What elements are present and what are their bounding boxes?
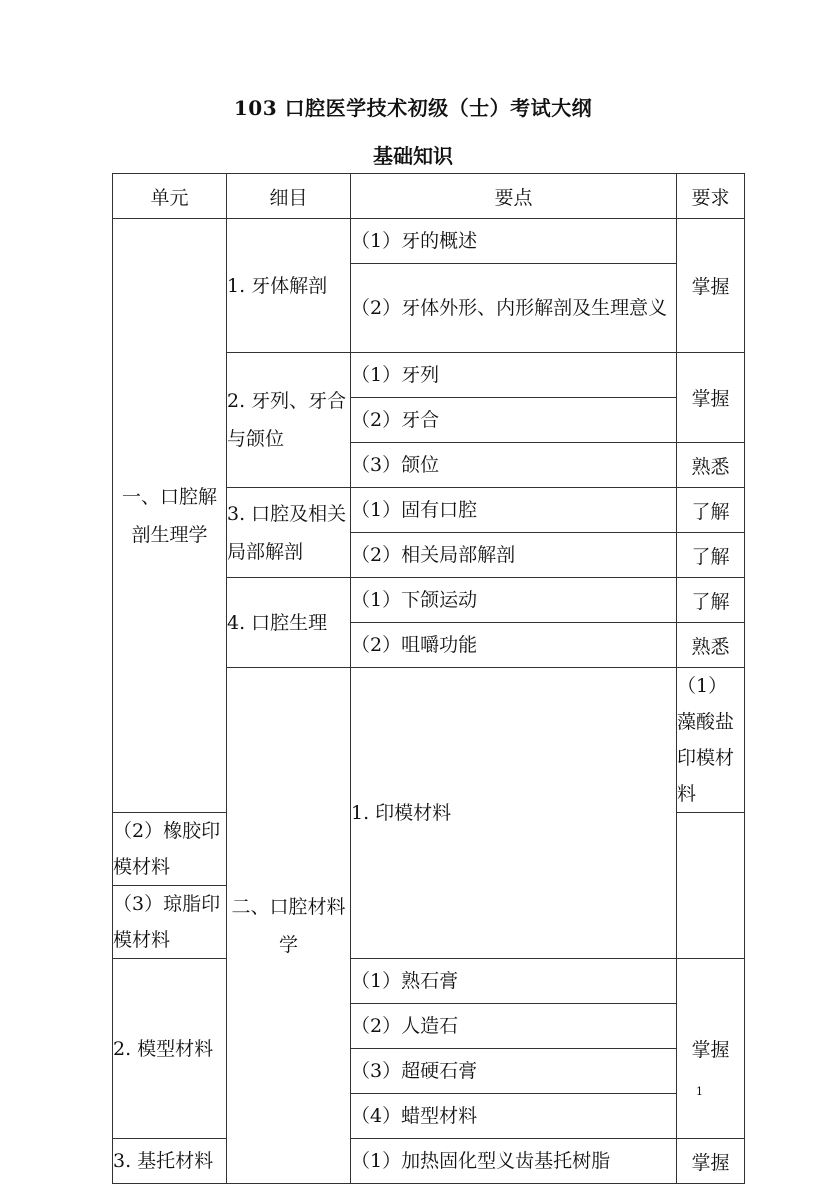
exam-outline-table xyxy=(112,173,745,1184)
requirement-cell: 熟悉 xyxy=(677,443,745,488)
point-cell: （1）加热固化型义齿基托树脂 xyxy=(351,1139,677,1184)
requirement-cell: 掌握 xyxy=(677,353,745,443)
point-cell: （2）橡胶印模材料 xyxy=(113,813,227,886)
header-unit: 单元 xyxy=(113,174,227,219)
item-cell: 3. 口腔及相关局部解剖 xyxy=(227,488,351,578)
point-cell: （3）超硬石膏 xyxy=(351,1049,677,1094)
point-cell: （2）相关局部解剖 xyxy=(351,533,677,578)
point-cell: （2）咀嚼功能 xyxy=(351,623,677,668)
item-cell: 2. 牙列、牙合与颌位 xyxy=(227,353,351,488)
requirement-cell: 了解 xyxy=(677,488,745,533)
table-row xyxy=(113,1139,745,1184)
requirement-cell: 掌握 xyxy=(677,219,745,353)
requirement-cell: 掌握 xyxy=(677,959,745,1139)
point-cell: （2）人造石 xyxy=(351,1004,677,1049)
requirement-cell: 了解 xyxy=(677,533,745,578)
point-cell: （2）牙合 xyxy=(351,398,677,443)
unit-cell: 二、口腔材料学 xyxy=(227,668,351,1184)
requirement-cell: 了解 xyxy=(677,578,745,623)
unit-cell: 一、口腔解剖生理学 xyxy=(113,219,227,813)
item-cell: 1. 牙体解剖 xyxy=(227,219,351,353)
header-item: 细目 xyxy=(227,174,351,219)
header-requirement: 要求 xyxy=(677,174,745,219)
point-cell: （3）琼脂印模材料 xyxy=(113,886,227,959)
point-cell: （2）牙体外形、内形解剖及生理意义 xyxy=(351,264,677,353)
requirement-cell: 熟悉 xyxy=(677,623,745,668)
point-cell: （1）牙的概述 xyxy=(351,219,677,264)
point-cell: （1）固有口腔 xyxy=(351,488,677,533)
point-cell: （1）牙列 xyxy=(351,353,677,398)
page-number: 1 xyxy=(696,1085,703,1098)
point-cell: （3）颌位 xyxy=(351,443,677,488)
document-title: 103 口腔医学技术初级（士）考试大纲 xyxy=(233,96,593,120)
point-cell: （1）下颌运动 xyxy=(351,578,677,623)
requirement-cell: 掌握 xyxy=(677,1139,745,1184)
item-cell: 4. 口腔生理 xyxy=(227,578,351,668)
point-cell: （1）藻酸盐印模材料 xyxy=(677,668,745,813)
item-cell: 1. 印模材料 xyxy=(351,668,677,959)
header-points: 要点 xyxy=(351,174,677,219)
table-row xyxy=(113,959,745,1004)
table-row xyxy=(113,219,745,264)
item-cell: 3. 基托材料 xyxy=(113,1139,227,1184)
point-cell: （1）熟石膏 xyxy=(351,959,677,1004)
table-header-row xyxy=(113,174,745,219)
section-subtitle: 基础知识 xyxy=(373,144,453,168)
point-cell: （4）蜡型材料 xyxy=(351,1094,677,1139)
item-cell: 2. 模型材料 xyxy=(113,959,227,1139)
